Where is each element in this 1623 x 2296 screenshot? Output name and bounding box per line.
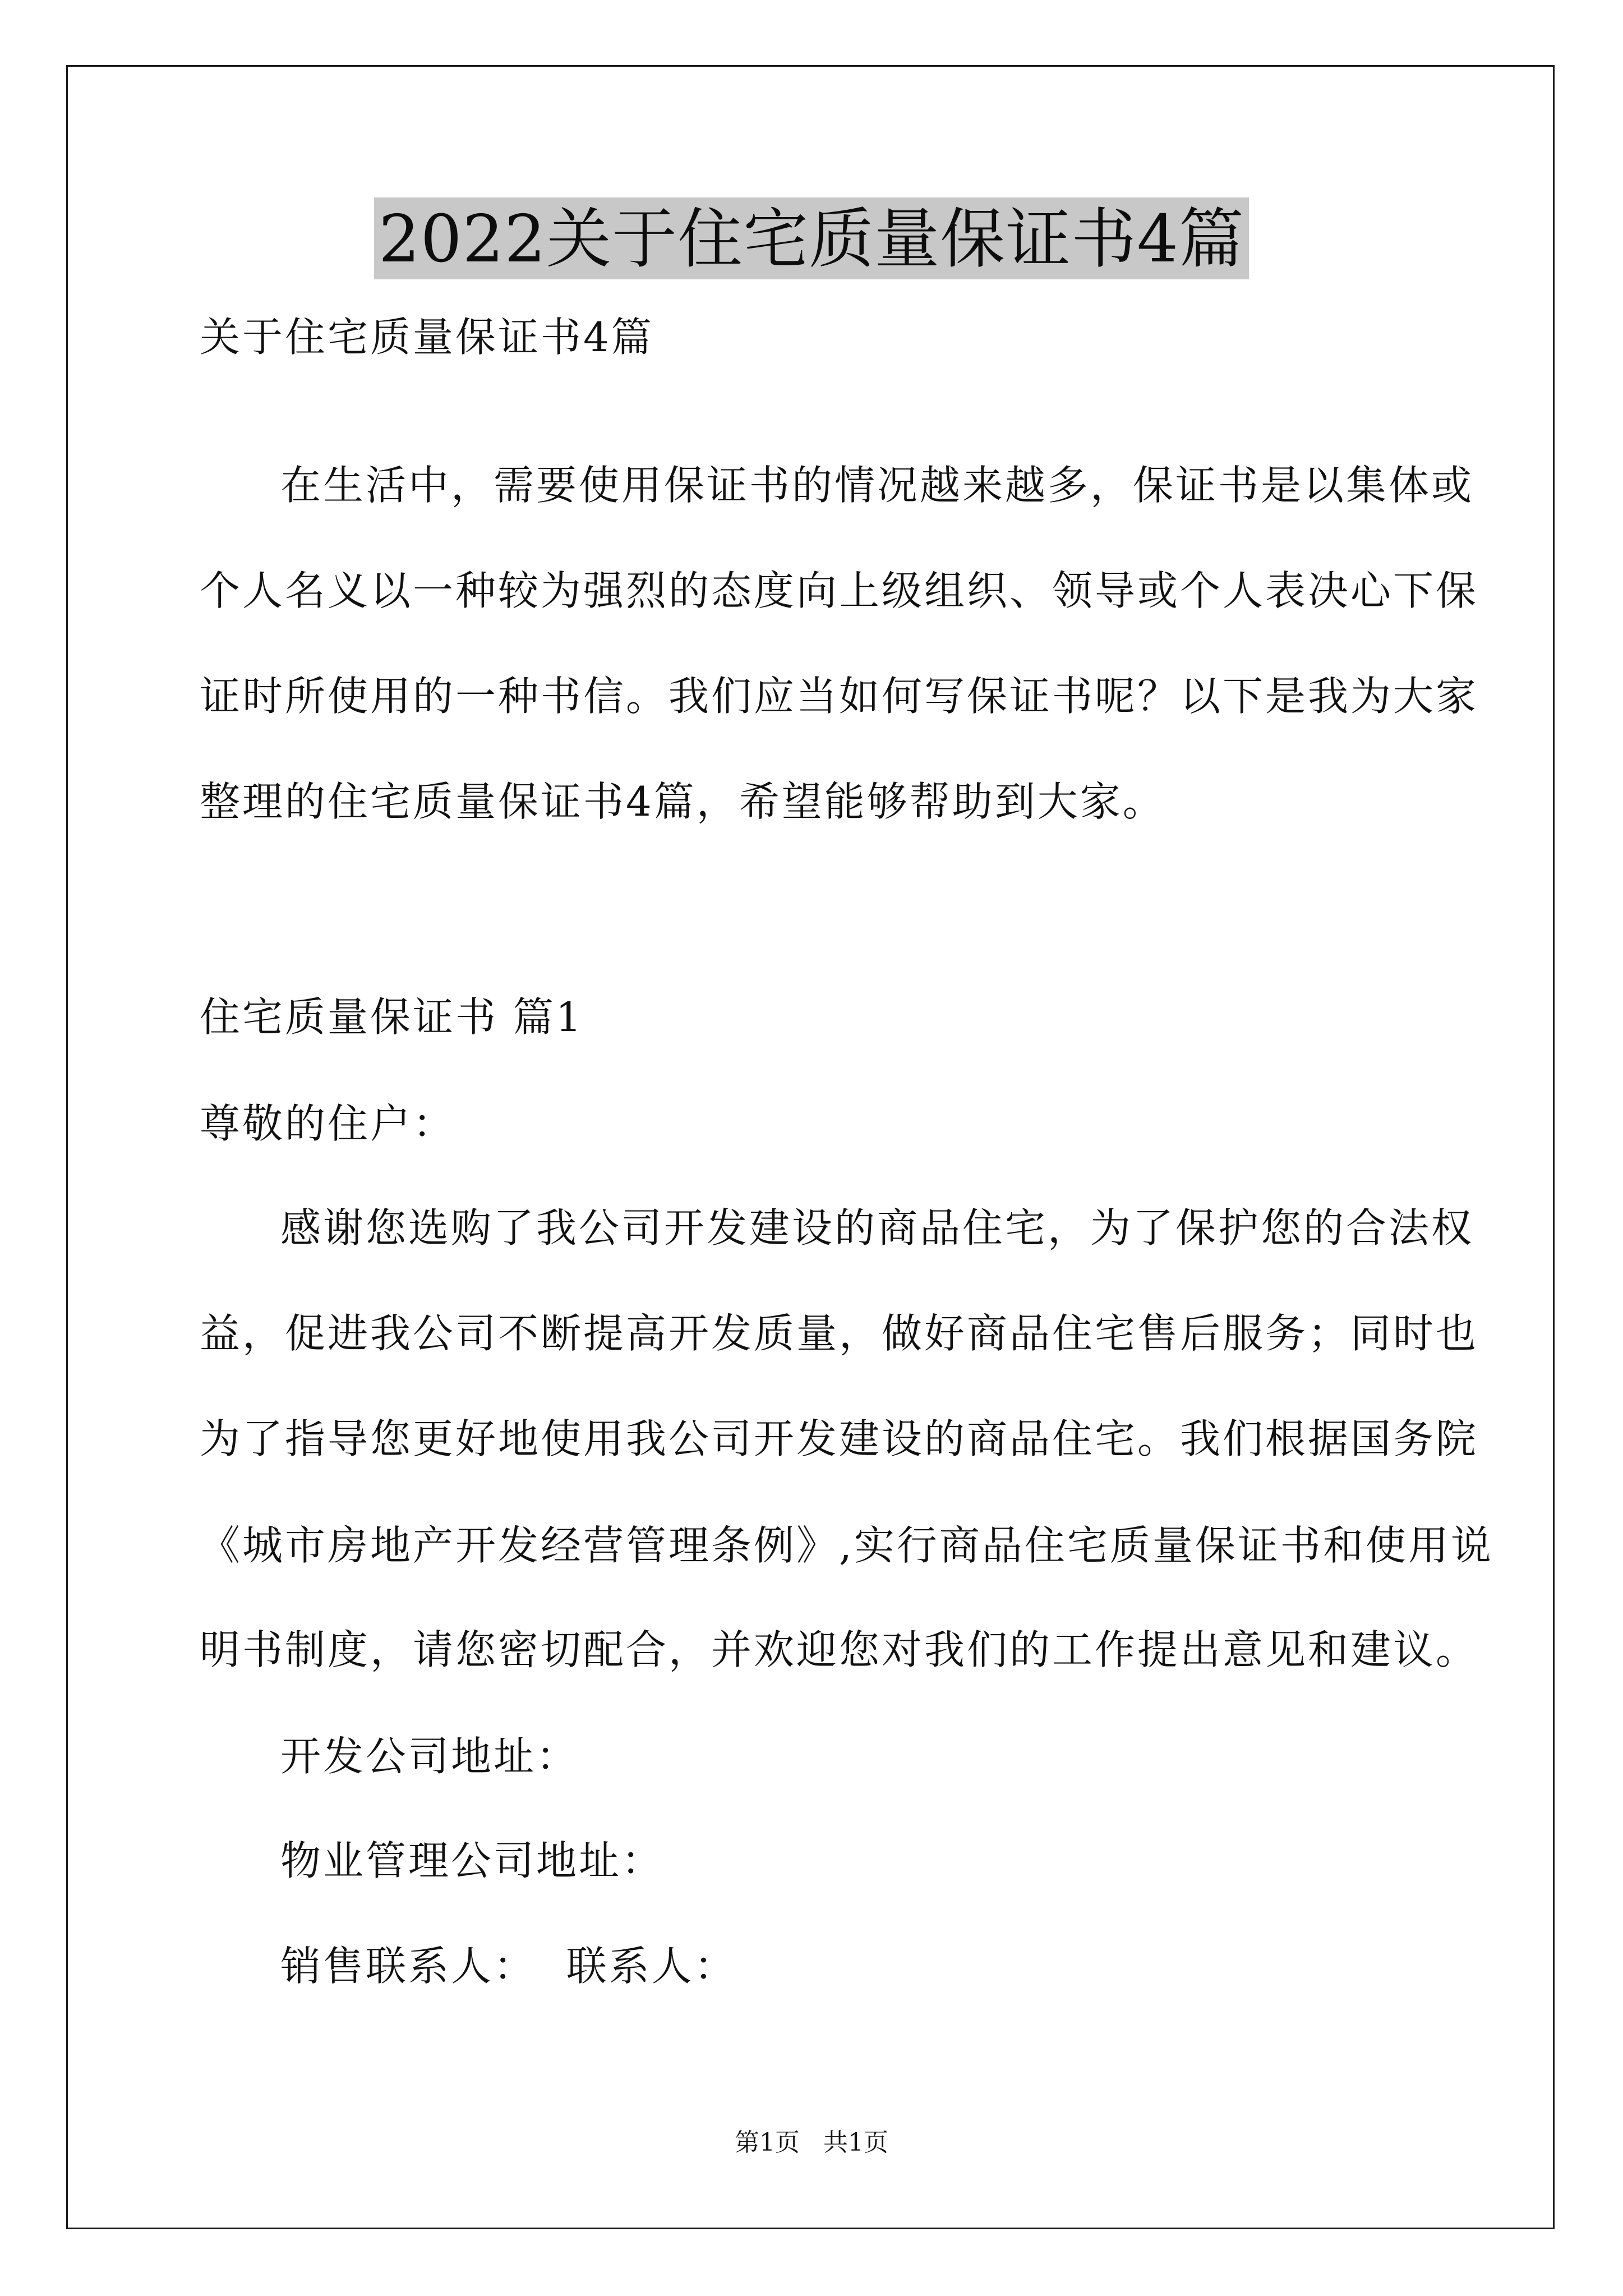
intro-line: 在生活中，需要使用保证书的情况越来越多，保证书是以集体或 [280,462,1474,509]
title-block [0,197,1623,279]
intro-line: 整理的住宅质量保证书4篇，希望能够帮助到大家。 [200,778,1165,825]
field-sales-contacts: 销售联系人： 联系人： [280,1943,737,1990]
field-property-management-address: 物业管理公司地址： [280,1837,665,1884]
body-line: 为了指导您更好地使用我公司开发建设的商品住宅。我们根据国务院 [200,1415,1479,1462]
intro-line: 证时所使用的一种书信。我们应当如何写保证书呢？以下是我为大家 [200,673,1479,720]
body-line: 益，促进我公司不断提高开发质量，做好商品住宅售后服务；同时也 [200,1310,1479,1357]
body-line: 明书制度，请您密切配合，并欢迎您对我们的工作提出意见和建议。 [200,1626,1479,1673]
page-number-footer: 第1页 共1页 [735,2128,888,2157]
body-line: 感谢您选购了我公司开发建设的商品住宅，为了保护您的合法权 [280,1204,1474,1251]
document-title: 2022关于住宅质量保证书4篇 [374,197,1249,279]
field-developer-address: 开发公司地址： [280,1733,579,1780]
salutation: 尊敬的住户： [200,1100,456,1147]
section-heading: 住宅质量保证书 篇1 [200,993,584,1041]
document-subtitle: 关于住宅质量保证书4篇 [200,314,654,361]
body-line: 《城市房地产开发经营管理条例》,实行商品住宅质量保证书和使用说 [200,1522,1493,1569]
intro-line: 个人名义以一种较为强烈的态度向上级组织、领导或个人表决心下保 [200,567,1479,614]
